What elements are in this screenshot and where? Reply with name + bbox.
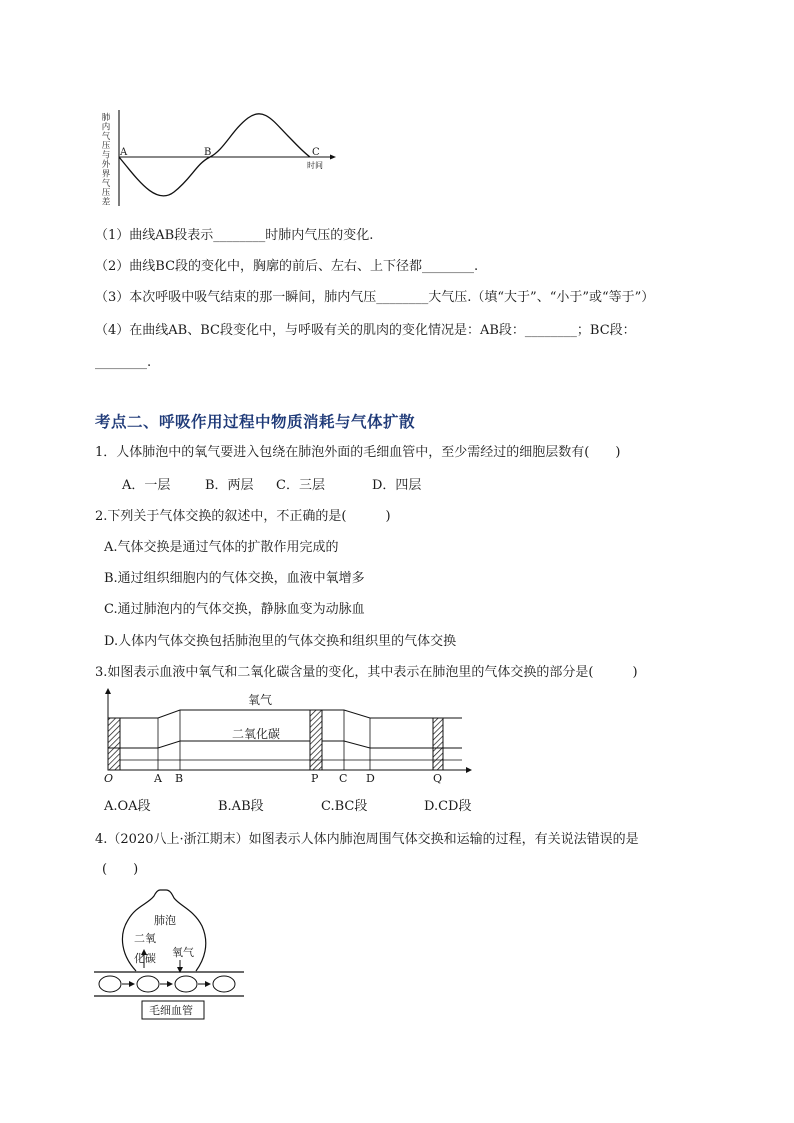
question-3-option-a: A.OA段: [104, 799, 151, 814]
co2-label: 二氧化碳: [232, 727, 281, 741]
oxygen-line-upper: [108, 710, 462, 718]
tick-b: B: [175, 772, 184, 784]
x-axis-arrow: [466, 767, 472, 773]
point-a-label: A: [120, 147, 128, 158]
subquestion-1: （1）曲线AB段表示________时肺内气压的变化.: [95, 228, 374, 243]
alveolus-label: 肺泡: [154, 914, 176, 927]
question-2-option-d: D.人体内气体交换包括肺泡里的气体交换和组织里的气体交换: [104, 634, 457, 649]
zone-q: [433, 718, 443, 770]
question-2-option-b: B.通过组织细胞内的气体交换，血液中氧增多: [104, 571, 365, 586]
tick-o: O: [104, 772, 114, 784]
co2-label-line1: 二氧: [134, 932, 156, 945]
oxygen-label: 氧气: [172, 946, 194, 959]
tick-p: P: [311, 772, 319, 784]
blood-cell: [213, 976, 235, 992]
y-axis-label-char: 压: [101, 141, 111, 152]
y-axis-label-char: 肺: [101, 113, 111, 123]
alveolus-figure: [92, 888, 252, 1023]
question-2-option-c: C.通过肺泡内的气体交换，静脉血变为动脉血: [104, 602, 365, 617]
y-axis-arrow: [105, 688, 111, 694]
subquestion-2: （2）曲线BC段的变化中，胸廓的前后、左右、上下径都________.: [95, 259, 479, 274]
subquestion-4-line1: （4）在曲线AB、BC段变化中，与呼吸有关的肌肉的变化情况是：AB段：________；BC段：: [95, 323, 636, 338]
y-axis-label-char: 外: [101, 160, 111, 170]
y-axis-label-char: 气: [101, 131, 111, 142]
point-c-label: C: [312, 147, 320, 158]
question-4-stem: 4.（2020八上·浙江期末）如图表示人体内肺泡周围气体交换和运输的过程，有关说法错误的是: [95, 832, 639, 847]
y-axis-label-char: 压: [101, 188, 111, 199]
co2-label-line2: 化碳: [134, 952, 156, 965]
oxygen-label: 氧气: [248, 693, 273, 707]
tick-c: C: [339, 772, 348, 784]
question-3-stem: 3.如图表示血液中氧气和二氧化碳含量的变化，其中表示在肺泡里的气体交换的部分是( ): [95, 665, 638, 680]
x-axis-arrow: [330, 155, 336, 160]
question-4-stem-line2: ( ): [102, 862, 139, 877]
question-2-option-a: A.气体交换是通过气体的扩散作用完成的: [104, 540, 339, 555]
zone-p: [310, 710, 322, 770]
capillary-label: 毛细血管: [149, 1004, 193, 1017]
question-1-option-d: D．四层: [372, 478, 422, 493]
question-1-option-c: C．三层: [276, 478, 325, 493]
question-1-option-a: A．一层: [122, 478, 171, 493]
question-3-option-d: D.CD段: [424, 799, 472, 814]
question-2-stem: 2.下列关于气体交换的叙述中，不正确的是( ): [95, 509, 391, 524]
y-axis-label-char: 气: [101, 178, 111, 189]
point-b-label: B: [204, 147, 212, 158]
svg-text:肺内气压与外界气压差: [102, 112, 111, 208]
blood-cell: [175, 976, 197, 992]
co2-line: [108, 741, 462, 748]
pressure-curve: [119, 114, 310, 196]
blood-cell: [137, 976, 159, 992]
y-axis-label-char: 界: [101, 169, 111, 180]
zone-o: [108, 718, 120, 770]
y-axis-label-char: 差: [101, 197, 111, 208]
question-3-option-b: B.AB段: [218, 799, 264, 814]
tick-a: A: [154, 772, 162, 784]
pressure-curve-figure: [96, 108, 346, 208]
y-axis-label-char: 与: [101, 150, 111, 161]
gas-content-figure: [100, 688, 480, 784]
tick-d: D: [366, 772, 375, 784]
tick-q: Q: [433, 772, 443, 784]
question-3-option-c: C.BC段: [321, 799, 368, 814]
y-axis-label: [102, 112, 111, 208]
question-1-option-b: B．两层: [205, 478, 254, 493]
y-axis-label-char: 内: [101, 122, 111, 133]
section-heading: 考点二、呼吸作用过程中物质消耗与气体扩散: [95, 412, 416, 431]
question-1-stem: 1．人体肺泡中的氧气要进入包绕在肺泡外面的毛细血管中，至少需经过的细胞层数有( ): [95, 445, 621, 460]
time-axis-label: 时间: [307, 161, 323, 170]
blood-cell: [99, 976, 121, 992]
subquestion-3: （3）本次呼吸中吸气结束的那一瞬间，肺内气压________大气压.（填“大于”、“小于”或“等于”）: [95, 290, 655, 305]
subquestion-4-line2: ________.: [95, 355, 152, 370]
